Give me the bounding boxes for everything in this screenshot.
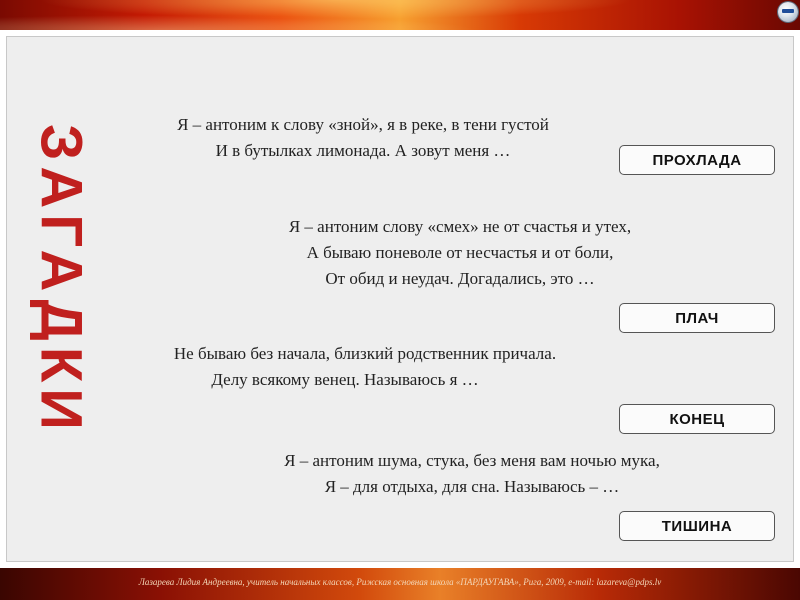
riddle-1-line-2: И в бутылках лимонада. А зовут меня … (215, 141, 511, 160)
riddle-2 (225, 214, 695, 292)
riddle-3-line-1: Не бываю без начала, близкий родственник причала. (173, 344, 557, 363)
answer-2-button[interactable] (619, 303, 775, 333)
answer-1-label: ПРОХЛАДА (652, 151, 742, 169)
riddle-3-line-2: Делу всякому венец. Называюсь я … (211, 370, 479, 389)
riddle-2-line-1: Я – антоним слову «смех» не от счастья и утех, (288, 217, 632, 236)
answer-2-label: ПЛАЧ (675, 309, 719, 327)
riddle-2-line-2: А бываю поневоле от несчастья и от боли, (306, 243, 614, 262)
top-decorative-band (0, 0, 800, 30)
riddle-4-line-1: Я – антоним шума, стука, без меня вам ночью мука, (284, 451, 660, 470)
riddle-2-line-3: От обид и неудач. Догадались, это … (325, 269, 595, 288)
riddle-1 (118, 112, 608, 164)
answer-4-label: ТИШИНА (661, 517, 733, 535)
answer-3-label: КОНЕЦ (669, 410, 725, 428)
riddle-3 (110, 341, 620, 393)
riddle-1-line-1: Я – антоним к слову «зной», я в реке, в тени густой (177, 115, 549, 134)
riddle-4-line-2: Я – для отдыха, для сна. Называюсь – … (324, 477, 620, 496)
nav-home-icon[interactable] (778, 2, 798, 22)
answer-1-button[interactable] (619, 145, 775, 175)
answer-3-button[interactable] (619, 404, 775, 434)
footer-credits: Лазарева Лидия Андреевна, учитель начальных классов, Рижская основная школа «ПАРДАУГАВА», Рига, 2009, e-mail: lazareva@pdps.lv (138, 577, 662, 587)
slide-title (26, 70, 96, 490)
riddle-4 (222, 448, 722, 500)
answer-4-button[interactable] (619, 511, 775, 541)
slide-title-text: ЗАГАДКИ (28, 124, 94, 436)
